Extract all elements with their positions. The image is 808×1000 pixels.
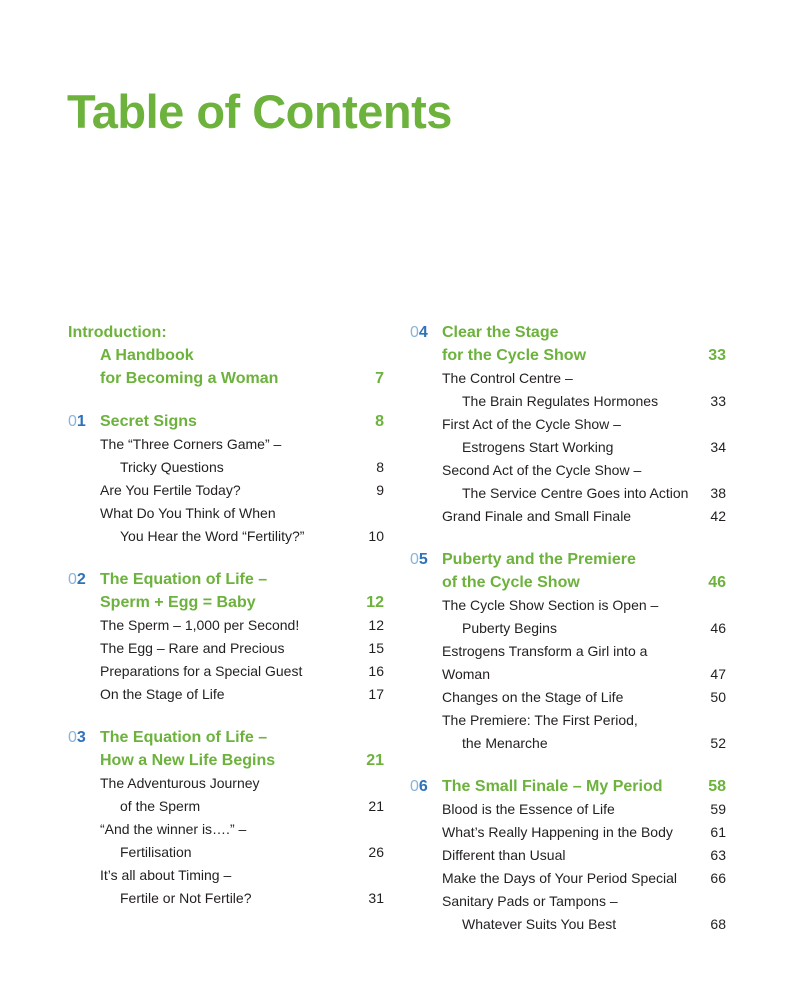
entry-title-line: Puberty Begins (462, 620, 557, 636)
chapter-title-line: A Handbook (100, 347, 194, 364)
toc-entry[interactable] (410, 890, 726, 936)
toc-entry[interactable] (410, 413, 726, 459)
chapter-page-number: 21 (366, 752, 384, 769)
entry-title-line: Estrogens Start Working (462, 439, 614, 455)
chapter-heading[interactable] (68, 568, 384, 614)
toc-entry[interactable] (68, 433, 384, 479)
toc-chapter (410, 548, 726, 755)
toc-entry[interactable] (410, 798, 726, 821)
toc-entry[interactable] (68, 660, 384, 683)
chapter-title-line: for Becoming a Woman (100, 370, 279, 387)
entry-title-line: Sanitary Pads or Tampons – (442, 893, 618, 909)
chapter-number (68, 410, 86, 433)
chapter-number-digit: 2 (76, 571, 86, 588)
chapter-number-digit: 0 (68, 729, 77, 746)
entry-page-number: 63 (710, 847, 726, 863)
entry-title-line: On the Stage of Life (100, 686, 225, 702)
entry-page-number: 16 (368, 663, 384, 679)
toc-entry[interactable] (68, 637, 384, 660)
entry-title-line: of the Sperm (120, 798, 201, 814)
entry-page-number: 47 (710, 666, 726, 682)
toc-entry[interactable] (410, 844, 726, 867)
toc-chapter (68, 410, 384, 548)
chapter-number-digit: 0 (410, 551, 419, 568)
entry-page-number: 46 (710, 620, 726, 636)
entry-page-number: 8 (376, 459, 384, 475)
toc-chapter (68, 726, 384, 910)
chapter-number-digit: 0 (68, 571, 77, 588)
entry-title-line: The Sperm – 1,000 per Second! (100, 617, 300, 633)
entry-title-line: The Service Centre Goes into Action (462, 485, 689, 501)
toc-entry[interactable] (68, 864, 384, 910)
toc-entry[interactable] (410, 867, 726, 890)
entry-title-line: Estrogens Transform a Girl into a Woman (442, 643, 648, 682)
entry-title-line: Are You Fertile Today? (100, 482, 241, 498)
chapter-heading[interactable] (68, 410, 384, 433)
chapter-heading[interactable] (410, 775, 726, 798)
chapter-page-number: 12 (366, 594, 384, 611)
entry-page-number: 68 (710, 916, 726, 932)
entry-page-number: 17 (368, 686, 384, 702)
chapter-title-line: for the Cycle Show (442, 347, 587, 364)
toc-entry[interactable] (410, 709, 726, 755)
entry-page-number: 52 (710, 735, 726, 751)
chapter-page-number: 33 (708, 347, 726, 364)
entry-page-number: 34 (710, 439, 726, 455)
toc-entry[interactable] (68, 772, 384, 818)
entry-title-line: Preparations for a Special Guest (100, 663, 303, 679)
entry-page-number: 38 (710, 485, 726, 501)
entry-title-line: Blood is the Essence of Life (442, 801, 615, 817)
toc-entry[interactable] (68, 683, 384, 706)
chapter-number-digit: 4 (418, 324, 428, 341)
chapter-title-line: The Small Finale – My Period (442, 778, 663, 795)
toc-chapter (410, 321, 726, 528)
toc-entry[interactable] (68, 614, 384, 637)
chapter-heading[interactable] (68, 726, 384, 772)
toc-entry[interactable] (410, 505, 726, 528)
page-title: Table of Contents (67, 85, 452, 138)
entry-title-line: The Adventurous Journey (100, 775, 260, 791)
toc-entry[interactable] (68, 818, 384, 864)
entry-page-number: 26 (368, 844, 384, 860)
chapter-heading[interactable] (410, 548, 726, 594)
toc-entry[interactable] (410, 594, 726, 640)
entry-title-line: The Egg – Rare and Precious (100, 640, 285, 656)
entry-title-line: What’s Really Happening in the Body (442, 824, 673, 840)
toc-column-left (68, 321, 384, 930)
entry-title-line: Whatever Suits You Best (462, 916, 617, 932)
entry-page-number: 66 (710, 870, 726, 886)
entry-page-number: 50 (710, 689, 726, 705)
chapter-number-digit: 1 (76, 413, 86, 430)
chapter-page-number: 46 (708, 574, 726, 591)
entry-page-number: 33 (710, 393, 726, 409)
entry-title-line: Different than Usual (442, 847, 566, 863)
entry-page-number: 9 (376, 482, 384, 498)
toc-entry[interactable] (410, 367, 726, 413)
toc-entry[interactable] (410, 459, 726, 505)
toc-entry[interactable] (68, 502, 384, 548)
entry-title-line: Make the Days of Your Period Special (442, 870, 678, 886)
entry-title-line: “And the winner is….” – (100, 821, 247, 837)
toc-chapter (410, 775, 726, 936)
entry-page-number: 15 (368, 640, 384, 656)
entry-title-line: The “Three Corners Game” – (100, 436, 282, 452)
chapter-title-line: Clear the Stage (442, 324, 559, 341)
entry-page-number: 10 (368, 528, 384, 544)
chapter-title-line: How a New Life Begins (100, 752, 276, 769)
entry-title-line: the Menarche (462, 735, 548, 751)
entry-title-line: You Hear the Word “Fertility?” (120, 528, 305, 544)
entry-page-number: 59 (710, 801, 726, 817)
entry-title-line: The Control Centre – (442, 370, 573, 386)
toc-chapter (68, 321, 384, 390)
chapter-number-digit: 0 (410, 778, 419, 795)
chapter-page-number: 58 (708, 778, 726, 795)
chapter-number (410, 548, 428, 571)
entry-title-line: Tricky Questions (120, 459, 224, 475)
chapter-number-digit: 5 (418, 551, 428, 568)
chapter-title-line: The Equation of Life – (100, 729, 268, 746)
chapter-title-line: Puberty and the Premiere (442, 551, 636, 568)
chapter-number (68, 568, 86, 591)
chapter-title-line: Introduction: (68, 324, 167, 341)
toc-column-right (410, 321, 726, 956)
entry-title-line: Second Act of the Cycle Show – (442, 462, 642, 478)
chapter-heading[interactable] (68, 321, 384, 390)
chapter-number (410, 775, 428, 798)
chapter-title-line: Secret Signs (100, 413, 197, 430)
entry-title-line: The Brain Regulates Hormones (462, 393, 659, 409)
entry-page-number: 42 (710, 508, 726, 524)
chapter-title-line: of the Cycle Show (442, 574, 580, 591)
chapter-number (68, 726, 86, 749)
toc-entry[interactable] (410, 686, 726, 709)
toc-entry[interactable] (68, 479, 384, 502)
entry-title-line: It’s all about Timing – (100, 867, 232, 883)
chapter-page-number: 8 (375, 413, 384, 430)
toc-chapter (68, 568, 384, 706)
entry-title-line: Fertilisation (120, 844, 192, 860)
chapter-number-digit: 3 (76, 729, 86, 746)
chapter-heading[interactable] (410, 321, 726, 367)
chapter-number-digit: 0 (410, 324, 419, 341)
entry-title-line: Fertile or Not Fertile? (120, 890, 252, 906)
entry-title-line: What Do You Think of When (100, 505, 276, 521)
toc-entry[interactable] (410, 821, 726, 844)
entry-title-line: Grand Finale and Small Finale (442, 508, 632, 524)
entry-page-number: 61 (710, 824, 726, 840)
entry-title-line: The Cycle Show Section is Open – (442, 597, 659, 613)
entry-page-number: 12 (368, 617, 384, 633)
entry-title-line: Changes on the Stage of Life (442, 689, 624, 705)
chapter-number (410, 321, 428, 344)
toc-entry[interactable] (410, 640, 726, 686)
chapter-page-number: 7 (375, 370, 384, 387)
entry-page-number: 31 (368, 890, 384, 906)
entry-title-line: The Premiere: The First Period, (442, 712, 638, 728)
chapter-title-line: The Equation of Life – (100, 571, 268, 588)
entry-page-number: 21 (368, 798, 384, 814)
chapter-number-digit: 0 (68, 413, 77, 430)
chapter-title-line: Sperm + Egg = Baby (100, 594, 256, 611)
entry-title-line: First Act of the Cycle Show – (442, 416, 621, 432)
chapter-number-digit: 6 (418, 778, 428, 795)
